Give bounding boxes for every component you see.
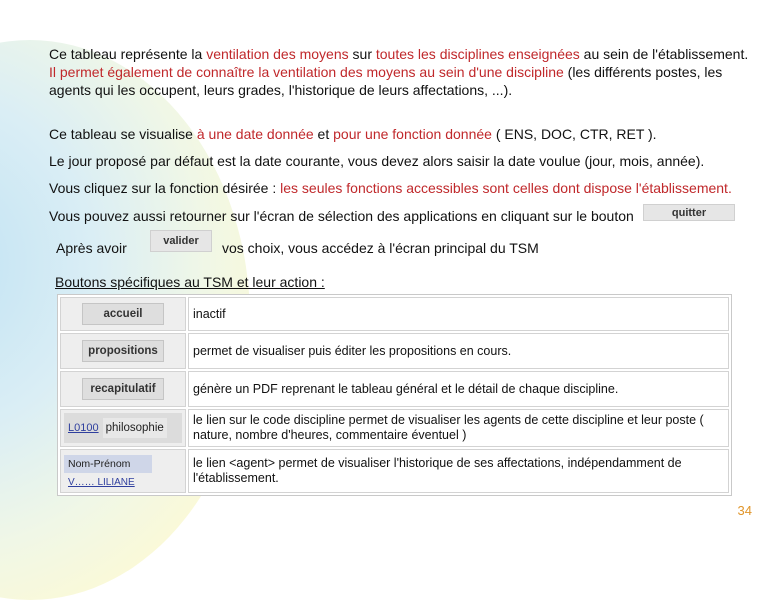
table-row xyxy=(60,333,729,369)
row-description: le lien sur le code discipline permet de visualiser les agents de cette discipline et leur poste ( nature, nombre d'heures, commentaire éventuel ) xyxy=(188,409,729,447)
nom-prenom-header: Nom-Prénom xyxy=(64,455,152,473)
button-cell xyxy=(60,333,186,369)
propositions-button[interactable]: propositions xyxy=(82,340,164,362)
text: sur xyxy=(348,46,376,62)
highlight: les seules fonctions accessibles sont celles dont dispose l'établissement. xyxy=(280,180,732,196)
text: ( ENS, DOC, CTR, RET ). xyxy=(491,126,657,142)
discipline-name: philosophie xyxy=(103,418,167,438)
table-row xyxy=(60,297,729,331)
highlight: à une date donnée xyxy=(196,126,314,142)
apres-avoir-text: Après avoir xyxy=(56,240,127,256)
paragraph-intro xyxy=(49,45,749,99)
valider-button[interactable]: valider xyxy=(150,230,212,252)
button-cell xyxy=(60,371,186,407)
table-row xyxy=(60,371,729,407)
button-cell xyxy=(60,297,186,331)
discipline-code-link[interactable]: L0100 xyxy=(68,422,99,434)
text: et xyxy=(313,126,334,142)
highlight: pour une fonction donnée xyxy=(333,126,492,142)
tsm-buttons-table xyxy=(57,294,732,496)
paragraph-default-day: Le jour proposé par défaut est la date courante, vous devez alors saisir la date voulue (jour, mois, année). xyxy=(49,153,705,169)
text: Ce tableau se visualise xyxy=(49,126,197,142)
highlight: toutes les disciplines enseignées xyxy=(375,46,580,62)
table-row xyxy=(60,449,729,493)
text: au sein de l'établissement. xyxy=(579,46,749,62)
section-title: Boutons spécifiques au TSM et leur action : xyxy=(55,274,325,290)
quitter-button[interactable]: quitter xyxy=(643,204,735,221)
text: (les différents postes, les agents qui les occupent, leurs grades, l'historique de leurs affectations, ...). xyxy=(49,64,723,98)
table-row xyxy=(60,409,729,447)
vos-choix-text: vos choix, vous accédez à l'écran principal du TSM xyxy=(222,240,539,256)
page-number: 34 xyxy=(737,503,752,518)
paragraph-return: Vous pouvez aussi retourner sur l'écran de sélection des applications en cliquant sur le bouton xyxy=(49,208,634,224)
highlight: ventilation des moyens xyxy=(206,46,349,62)
paragraph-date xyxy=(49,125,749,143)
text: Vous cliquez sur la fonction désirée : xyxy=(49,180,281,196)
discipline-row xyxy=(64,413,182,443)
row-description: inactif xyxy=(188,297,729,331)
agent-cell xyxy=(60,449,186,493)
text: Ce tableau représente la xyxy=(49,46,207,62)
discipline-cell xyxy=(60,409,186,447)
recapitulatif-button[interactable]: recapitulatif xyxy=(82,378,164,400)
row-description: génère un PDF reprenant le tableau général et le détail de chaque discipline. xyxy=(188,371,729,407)
paragraph-function xyxy=(49,179,749,197)
accueil-button[interactable]: accueil xyxy=(82,303,164,325)
highlight: Il permet également de connaître la ventilation des moyens au sein d'une discipline xyxy=(49,64,564,80)
row-description: permet de visualiser puis éditer les propositions en cours. xyxy=(188,333,729,369)
agent-link[interactable]: V…… LILIANE xyxy=(68,476,135,488)
row-description: le lien <agent> permet de visualiser l'historique de ses affectations, indépendamment de l'établissement. xyxy=(188,449,729,493)
